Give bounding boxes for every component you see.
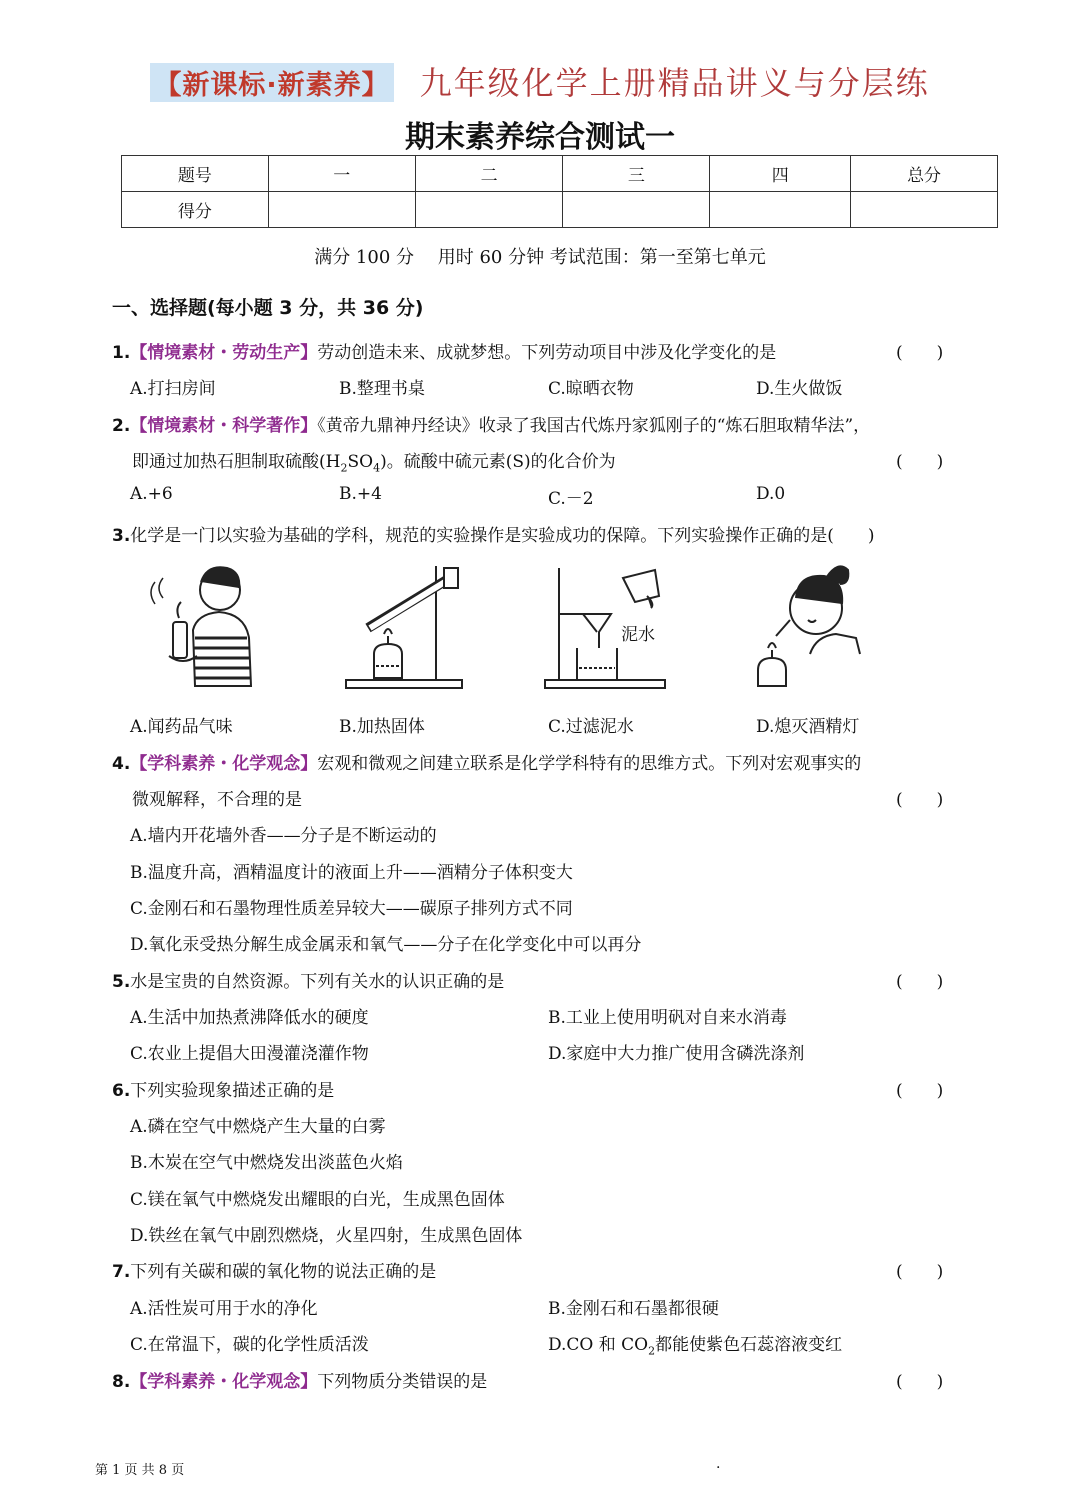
score-input-cell[interactable] — [563, 192, 710, 228]
answer-bracket[interactable]: ( ) — [896, 1262, 944, 1282]
answer-bracket[interactable]: ( ) — [896, 790, 944, 810]
question-tag: 【学科素养・化学观念】 — [130, 1372, 318, 1392]
question-7 — [112, 1257, 436, 1282]
option-d[interactable]: D.生火做饭 — [756, 379, 843, 399]
option-d[interactable] — [548, 1330, 842, 1357]
subscript: 2 — [340, 461, 348, 475]
option-a[interactable]: A.生活中加热煮沸降低水的硬度 — [130, 1008, 369, 1028]
score-table-header-row — [122, 156, 998, 192]
fig-label: 泥水 — [621, 625, 655, 645]
question-text: 宏观和微观之间建立联系是化学学科特有的思维方式。下列对宏观事实的 — [317, 754, 862, 774]
option-b[interactable]: B.工业上使用明矾对自来水消毒 — [548, 1008, 787, 1028]
option-c[interactable]: C.过滤泥水 — [548, 717, 634, 737]
score-cell: 四 — [710, 156, 851, 192]
option-b[interactable]: B.金刚石和石墨都很硬 — [548, 1299, 719, 1319]
subscript: 4 — [373, 461, 381, 475]
answer-bracket[interactable]: ( ) — [896, 1081, 944, 1101]
question-text: 下列物质分类错误的是 — [317, 1372, 488, 1392]
text-part: 都能使紫色石蕊溶液变红 — [655, 1335, 843, 1355]
question-tag: 【学科素养・化学观念】 — [130, 754, 318, 774]
score-row-label: 得分 — [122, 192, 269, 228]
text-part: D.CO 和 CO — [548, 1335, 649, 1355]
question-number: 4. — [112, 754, 131, 774]
footer-dot: . — [716, 1456, 721, 1472]
text-part: 即通过加热石胆制取硫酸(H — [132, 452, 341, 472]
option-c[interactable]: C.镁在氧气中燃烧发出耀眼的白光，生成黑色固体 — [130, 1190, 505, 1210]
score-cell: 三 — [563, 156, 710, 192]
answer-bracket[interactable]: ( ) — [896, 1372, 944, 1392]
page-number: 第 1 页 共 8 页 — [95, 1463, 185, 1478]
option-b[interactable]: B.加热固体 — [339, 717, 425, 737]
option-d[interactable]: D.家庭中大力推广使用含磷洗涤剂 — [548, 1044, 805, 1064]
question-number: 2. — [112, 416, 131, 436]
question-number: 7. — [112, 1262, 131, 1282]
option-b[interactable]: B.木炭在空气中燃烧发出淡蓝色火焰 — [130, 1153, 403, 1173]
exam-info: 满分 100 分 用时 60 分钟 考试范围：第一至第七单元 — [314, 247, 766, 268]
question-3 — [112, 521, 875, 546]
score-input-cell[interactable] — [268, 192, 415, 228]
answer-bracket[interactable]: ( ) — [896, 972, 944, 992]
answer-bracket[interactable]: ( ) — [896, 343, 944, 363]
score-cell: 总分 — [851, 156, 998, 192]
option-b[interactable]: B.整理书桌 — [339, 379, 425, 399]
score-cell: 题号 — [122, 156, 269, 192]
option-d[interactable]: D.0 — [756, 484, 786, 504]
option-c[interactable]: C.－2 — [548, 489, 594, 509]
question-text: 下列有关碳和碳的氧化物的说法正确的是 — [130, 1262, 437, 1282]
option-c[interactable]: C.金刚石和石墨物理性质差异较大——碳原子排列方式不同 — [130, 899, 573, 919]
question-text: 水是宝贵的自然资源。下列有关水的认识正确的是 — [130, 972, 505, 992]
option-b[interactable]: B.+4 — [339, 484, 382, 504]
section-heading: 一、选择题(每小题 3 分，共 36 分) — [112, 297, 424, 319]
score-cell: 二 — [415, 156, 563, 192]
option-d[interactable]: D.铁丝在氧气中剧烈燃烧，火星四射，生成黑色固体 — [130, 1226, 523, 1246]
option-d[interactable]: D.熄灭酒精灯 — [756, 717, 860, 737]
option-a[interactable]: A.打扫房间 — [130, 379, 216, 399]
extinguish-lamp-illustration — [756, 558, 896, 692]
question-text: 劳动创造未来、成就梦想。下列劳动项目中涉及化学变化的是 — [317, 343, 777, 363]
question-tag: 【情境素材・劳动生产】 — [130, 343, 318, 363]
question-2 — [112, 411, 870, 436]
question-1 — [112, 338, 776, 363]
option-a[interactable]: A.活性炭可用于水的净化 — [130, 1299, 318, 1319]
score-table-score-row — [122, 192, 998, 228]
option-a[interactable]: A.+6 — [130, 484, 173, 504]
page-title: 期末素养综合测试一 — [405, 120, 675, 155]
question-number: 6. — [112, 1081, 131, 1101]
score-input-cell[interactable] — [415, 192, 563, 228]
option-a[interactable]: A.闻药品气味 — [130, 717, 233, 737]
heating-solid-illustration — [340, 558, 480, 692]
question-text: 下列实验现象描述正确的是 — [130, 1081, 335, 1101]
subscript: 2 — [648, 1344, 656, 1358]
question-8 — [112, 1367, 487, 1392]
score-cell: 一 — [268, 156, 415, 192]
question-text: 化学是一门以实验为基础的学科，规范的实验操作是实验成功的保障。下列实验操作正确的是( ) — [130, 526, 875, 546]
question-number: 1. — [112, 343, 131, 363]
question-6 — [112, 1076, 334, 1101]
score-table — [121, 155, 998, 228]
boy-smelling-illustration — [135, 558, 275, 692]
score-input-cell[interactable] — [710, 192, 851, 228]
filtering-illustration — [543, 558, 683, 692]
series-title: 九年级化学上册精品讲义与分层练 — [419, 64, 930, 102]
option-c[interactable]: C.在常温下，碳的化学性质活泼 — [130, 1335, 369, 1355]
text-part: )。硫酸中硫元素(S)的化合价为 — [380, 452, 616, 472]
question-2-line2 — [132, 447, 616, 474]
answer-bracket[interactable]: ( ) — [896, 452, 944, 472]
option-c[interactable]: C.农业上提倡大田漫灌浇灌作物 — [130, 1044, 369, 1064]
brand-label: 【新课标·新素养】 — [150, 63, 393, 102]
question-number: 5. — [112, 972, 131, 992]
question-tag: 【情境素材・科学著作】 — [130, 416, 318, 436]
question-5 — [112, 967, 504, 992]
question-4-line2: 微观解释，不合理的是 — [132, 790, 302, 810]
option-b[interactable]: B.温度升高，酒精温度计的液面上升——酒精分子体积变大 — [130, 863, 573, 883]
option-c[interactable]: C.晾晒衣物 — [548, 379, 634, 399]
option-a[interactable]: A.磷在空气中燃烧产生大量的白雾 — [130, 1117, 386, 1137]
question-text: 《黄帝九鼎神丹经诀》收录了我国古代炼丹家狐刚子的“炼石胆取精华法”， — [317, 416, 871, 436]
question-4 — [112, 749, 861, 774]
question-number: 3. — [112, 526, 131, 546]
question-number: 8. — [112, 1372, 131, 1392]
text-part: SO — [347, 452, 374, 472]
score-input-cell[interactable] — [851, 192, 998, 228]
header — [0, 58, 1080, 104]
option-a[interactable]: A.墙内开花墙外香——分子是不断运动的 — [130, 826, 437, 846]
option-d[interactable]: D.氧化汞受热分解生成金属汞和氧气——分子在化学变化中可以再分 — [130, 935, 642, 955]
